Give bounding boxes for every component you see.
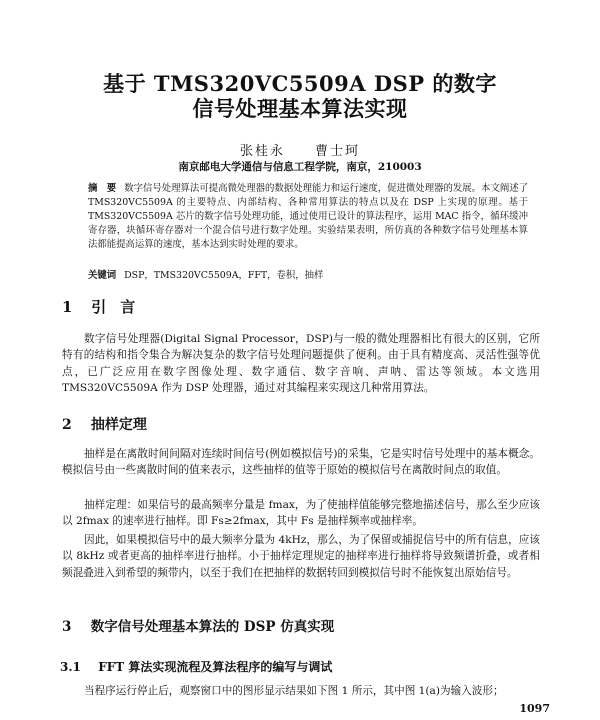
section-heading-2 bbox=[62, 414, 147, 434]
section-heading-3 bbox=[62, 615, 334, 635]
subsection-number: 3.1 bbox=[60, 660, 81, 674]
paragraph-introduction: 数字信号处理器(Digital Signal Processor，DSP)与一般的微处理器相比有很大的区别，它所特有的结构和指令集合为解决复杂的数字信号处理问题提供了便利。由于具有精度高、灵活性强等优点，已广泛应用在数字图像处理、数字通信、数字音响、声呐、雷达等领域。本文选用 TMS320VC5509A 作为 DSP 处理器，通过对其编程来实现这几种常用算法。 bbox=[62, 333, 540, 395]
section-number: 1 bbox=[62, 298, 73, 316]
section-title: 引言 bbox=[91, 298, 150, 316]
section-number: 3 bbox=[62, 619, 72, 635]
keywords-text: DSP，TMS320VC5509A，FFT，卷积，抽样 bbox=[124, 270, 324, 281]
abstract bbox=[88, 182, 528, 252]
paragraph-sampling-intro: 抽样是在离散时间间隔对连续时间信号(例如模拟信号)的采集，它是实时信号处理中的基本概念。模拟信号由一些离散时间的值来表示，这些抽样的值等于原始的模拟信号在离散时间点的取值。 bbox=[62, 448, 540, 477]
abstract-text: 数字信号处理算法可提高微处理器的数据处理能力和运行速度，促进微处理器的发展。本文阐述了 TMS320VC5509A 的主要特点、内部结构、各种常用算法的特点以及在 DSP 上实现的原理。基于 TMS320VC5509A 芯片的数字信号处理功能，通过使用已设计的算法程序，运用 MAC 指令，循环缓冲寄存器，块循环寄存器对一个混合信号进行数字处理。实验结果表明，所仿真的各种数字信号处理基本算法都能提高运算的速度，基本达到实时处理的要求。 bbox=[88, 183, 528, 250]
section-number: 2 bbox=[62, 417, 72, 433]
section-title: 抽样定理 bbox=[90, 417, 147, 433]
affiliation: 南京邮电大学通信与信息工程学院，南京，210003 bbox=[178, 161, 422, 173]
paragraph-sampling-example: 因此，如果模拟信号中的最大频率分量为 4kHz，那么，为了保留或捕捉信号中的所有信息，应该以 8kHz 或者更高的抽样率进行抽样。小于抽样定理规定的抽样率进行抽样将导致频谱折叠，或者相频混叠进入到希望的频带内，以至于我们在把抽样的数据转回到模拟信号时不能恢复出原始信号。 bbox=[62, 534, 540, 579]
paragraph-fft-result: 当程序运行停止后，观察窗口中的图形显示结果如下图 1 所示，其中图 1(a)为输入波形； bbox=[84, 685, 504, 697]
paper-title-line-1: 基于 TMS320VC5509A DSP 的数字 bbox=[103, 71, 497, 96]
subsection-title: FFT 算法实现流程及算法程序的编写与调试 bbox=[98, 660, 333, 674]
keywords-label: 关键词 bbox=[88, 270, 117, 281]
section-title: 数字信号处理基本算法的 DSP 仿真实现 bbox=[90, 619, 335, 635]
keywords bbox=[88, 267, 528, 281]
page-number: 1097 bbox=[519, 702, 550, 715]
section-heading-1 bbox=[62, 296, 149, 317]
abstract-label: 摘 要 bbox=[88, 183, 117, 194]
paper-title-line-2: 信号处理基本算法实现 bbox=[192, 96, 408, 121]
authors: 张桂永 曹士珂 bbox=[239, 144, 360, 159]
paragraph-sampling-theorem: 抽样定理：如果信号的最高频率分量是 fmax，为了使抽样值能够完整地描述信号，那么至少应该以 2fmax 的速率进行抽样。即 Fs≥2fmax，其中 Fs 是抽样频率或抽样率。 bbox=[62, 499, 540, 528]
subsection-heading-3-1 bbox=[60, 658, 332, 675]
